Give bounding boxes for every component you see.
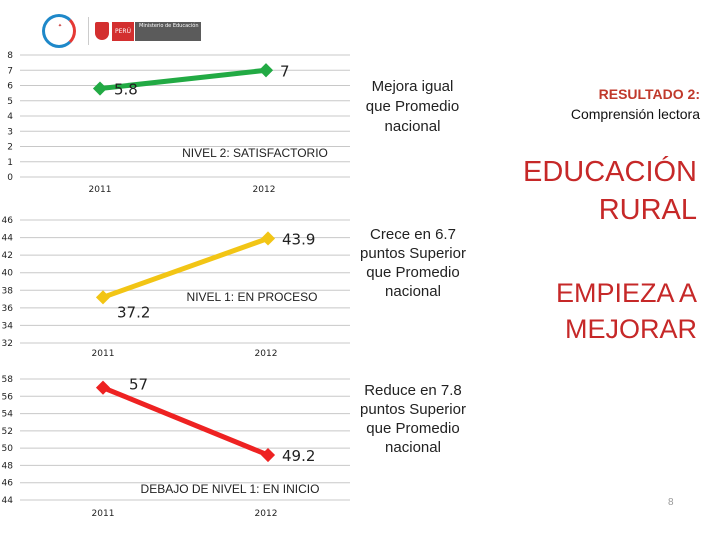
y-tick-label: 58 xyxy=(1,375,13,385)
y-tick-label: 5 xyxy=(7,96,13,107)
data-point xyxy=(261,448,275,462)
y-tick-label: 42 xyxy=(1,251,13,262)
headline-improve: EMPIEZA A MEJORAR xyxy=(555,278,697,344)
y-tick-label: 48 xyxy=(1,461,13,472)
peru-label: PERÚ xyxy=(112,22,134,41)
y-tick-label: 7 xyxy=(7,66,13,77)
data-point xyxy=(96,290,110,304)
y-tick-label: 56 xyxy=(1,392,13,403)
x-tick-label: 2011 xyxy=(88,185,112,195)
result-heading xyxy=(520,84,700,124)
note-level-1: Crece en 6.7 puntos Superior que Promedio nacional xyxy=(360,226,466,300)
y-tick-label: 2 xyxy=(7,142,13,153)
data-point xyxy=(93,81,107,95)
headline-rural: EDUCACIÓN RURAL xyxy=(522,156,697,226)
data-label: 49.2 xyxy=(282,447,316,466)
y-tick-label: 4 xyxy=(7,112,13,122)
y-tick-label: 44 xyxy=(1,496,13,506)
y-tick-label: 46 xyxy=(1,478,13,489)
result-title: RESULTADO 2: xyxy=(598,86,700,102)
y-tick-label: 36 xyxy=(1,303,13,314)
y-tick-label: 3 xyxy=(7,127,13,138)
data-label: 7 xyxy=(280,62,290,81)
y-tick-label: 1 xyxy=(7,157,13,168)
note-below-level-1: Reduce en 7.8 puntos Superior que Promedio nacional xyxy=(360,382,466,456)
note-level-2: Mejora igual que Promedio nacional xyxy=(365,78,460,135)
data-label: 57 xyxy=(129,375,149,394)
data-label: 43.9 xyxy=(282,230,316,249)
program-logo-mark: ✦ xyxy=(57,23,63,29)
y-tick-label: 34 xyxy=(1,321,13,332)
y-tick-label: 46 xyxy=(1,216,13,226)
x-tick-label: 2011 xyxy=(91,349,115,359)
data-point xyxy=(96,381,110,395)
x-tick-label: 2012 xyxy=(254,349,278,359)
y-tick-label: 0 xyxy=(7,173,13,183)
series-line xyxy=(103,238,268,297)
chart-annotation: NIVEL 1: EN PROCESO xyxy=(186,290,318,304)
y-tick-label: 40 xyxy=(1,268,13,279)
ministry-label: Ministerio de Educación xyxy=(135,22,201,41)
page-number: 8 xyxy=(668,497,674,508)
result-subtitle: Comprensión lectora xyxy=(570,106,700,122)
x-tick-label: 2012 xyxy=(254,509,278,519)
data-point xyxy=(261,231,275,245)
y-tick-label: 8 xyxy=(7,51,13,61)
data-label: 5.8 xyxy=(114,80,138,99)
y-tick-label: 52 xyxy=(1,426,13,437)
y-tick-label: 38 xyxy=(1,286,13,297)
y-tick-label: 6 xyxy=(7,81,13,92)
chart-annotation: NIVEL 2: SATISFACTORIO xyxy=(182,146,328,160)
series-line xyxy=(103,388,268,455)
data-point xyxy=(259,63,273,77)
chart-annotation: DEBAJO DE NIVEL 1: EN INICIO xyxy=(140,482,320,496)
y-tick-label: 50 xyxy=(1,444,13,455)
x-tick-label: 2012 xyxy=(252,185,276,195)
y-tick-label: 44 xyxy=(1,233,13,244)
x-tick-label: 2011 xyxy=(91,509,115,519)
data-label: 37.2 xyxy=(117,303,151,322)
y-tick-label: 32 xyxy=(1,339,13,349)
y-tick-label: 54 xyxy=(1,409,13,420)
